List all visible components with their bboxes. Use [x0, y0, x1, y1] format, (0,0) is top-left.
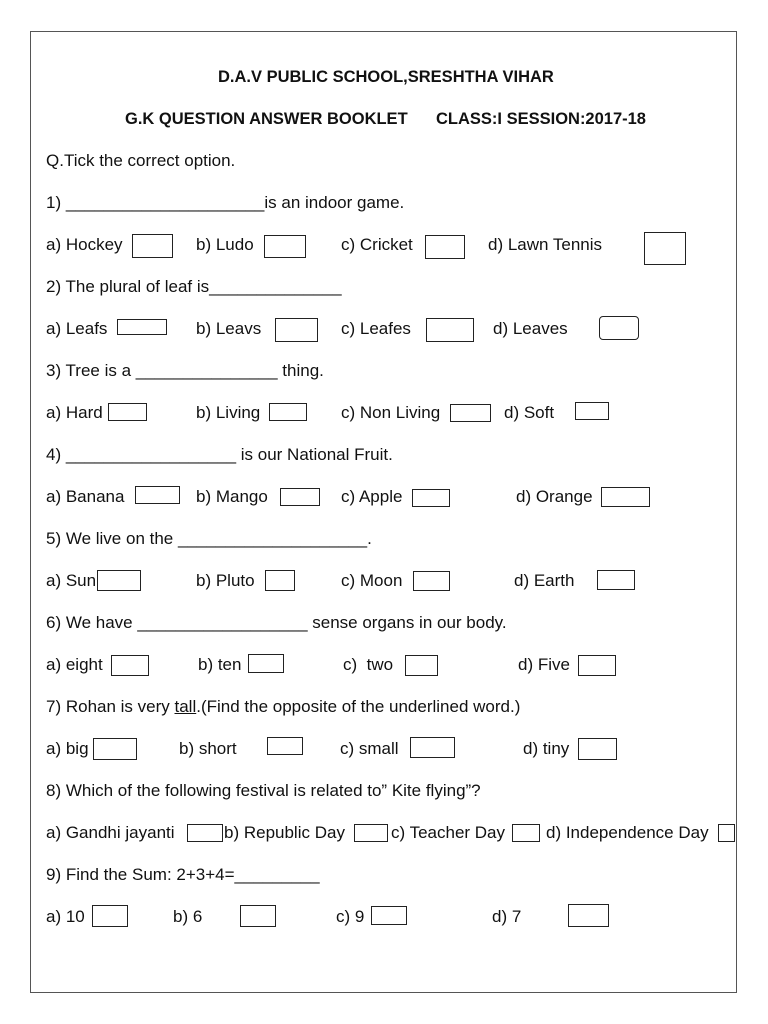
q6-option-a: a) eight	[46, 655, 103, 674]
question-2: 2) The plural of leaf is______________	[46, 277, 342, 296]
question-4: 4) __________________ is our National Fruit.	[46, 445, 393, 464]
q4-option-d: d) Orange	[516, 487, 593, 506]
q2-checkbox-a[interactable]	[117, 319, 167, 335]
q4-option-b: b) Mango	[196, 487, 268, 506]
q1-option-b: b) Ludo	[196, 235, 254, 254]
q3-checkbox-c[interactable]	[450, 404, 491, 422]
q5-option-b: b) Pluto	[196, 571, 255, 590]
booklet-title: G.K QUESTION ANSWER BOOKLET	[125, 110, 408, 128]
q9-option-d: d) 7	[492, 907, 522, 926]
q8-option-c: c) Teacher Day	[391, 823, 506, 842]
q2-option-a: a) Leafs	[46, 319, 108, 338]
q2-checkbox-b[interactable]	[275, 318, 318, 342]
q3-option-c: c) Non Living	[341, 403, 441, 422]
q5-checkbox-b[interactable]	[265, 570, 295, 591]
q3-option-a: a) Hard	[46, 403, 103, 422]
question-6: 6) We have __________________ sense organs in our body.	[46, 613, 507, 632]
q4-checkbox-a[interactable]	[135, 486, 180, 504]
q9-option-b: b) 6	[173, 907, 203, 926]
q1-option-a: a) Hockey	[46, 235, 123, 254]
q7-option-a: a) big	[46, 739, 89, 758]
q5-checkbox-a[interactable]	[97, 570, 141, 591]
q7-option-c: c) small	[340, 739, 399, 758]
school-name: D.A.V PUBLIC SCHOOL,SRESHTHA VIHAR	[218, 68, 554, 86]
q8-option-d: d) Independence Day	[546, 823, 709, 842]
q4-checkbox-d[interactable]	[601, 487, 650, 507]
q4-option-a: a) Banana	[46, 487, 125, 506]
question-9: 9) Find the Sum: 2+3+4=_________	[46, 865, 320, 884]
q2-option-d: d) Leaves	[493, 319, 568, 338]
q1-checkbox-d[interactable]	[644, 232, 686, 265]
q7-option-b: b) short	[179, 739, 237, 758]
q5-checkbox-d[interactable]	[597, 570, 635, 590]
q8-checkbox-b[interactable]	[354, 824, 388, 842]
q6-checkbox-a[interactable]	[111, 655, 149, 676]
q5-option-a: a) Sun	[46, 571, 97, 590]
class-session: CLASS:I SESSION:2017-18	[436, 110, 646, 128]
q3-checkbox-a[interactable]	[108, 403, 147, 421]
q7-checkbox-a[interactable]	[93, 738, 137, 760]
q7-underlined-word: tall	[174, 697, 197, 716]
q7-checkbox-c[interactable]	[410, 737, 455, 758]
question-7	[46, 697, 520, 717]
q6-option-b: b) ten	[198, 655, 242, 674]
q7-text-after: .(Find the opposite of the underlined word.)	[196, 697, 521, 716]
page-border	[30, 31, 737, 993]
q2-option-b: b) Leavs	[196, 319, 262, 338]
question-3: 3) Tree is a _______________ thing.	[46, 361, 324, 380]
q5-option-c: c) Moon	[341, 571, 403, 590]
q7-text-before: 7) Rohan is very	[46, 697, 175, 716]
q1-option-c: c) Cricket	[341, 235, 413, 254]
q1-option-d: d) Lawn Tennis	[488, 235, 603, 254]
question-5: 5) We live on the ____________________.	[46, 529, 372, 548]
q3-checkbox-b[interactable]	[269, 403, 307, 421]
q7-checkbox-b[interactable]	[267, 737, 303, 755]
q2-checkbox-c[interactable]	[426, 318, 474, 342]
q5-option-d: d) Earth	[514, 571, 575, 590]
q6-option-c: c) two	[343, 655, 394, 674]
q3-checkbox-d[interactable]	[575, 402, 609, 420]
q2-option-c: c) Leafes	[341, 319, 411, 338]
q9-checkbox-d[interactable]	[568, 904, 609, 927]
q9-checkbox-c[interactable]	[371, 906, 407, 925]
q1-checkbox-a[interactable]	[132, 234, 173, 258]
q9-checkbox-b[interactable]	[240, 905, 276, 927]
q9-option-a: a) 10	[46, 907, 85, 926]
q8-checkbox-c[interactable]	[512, 824, 540, 842]
q6-checkbox-d[interactable]	[578, 655, 616, 676]
q6-option-d: d) Five	[518, 655, 570, 674]
q1-checkbox-b[interactable]	[264, 235, 306, 258]
q9-option-c: c) 9	[336, 907, 365, 926]
q8-checkbox-d[interactable]	[718, 824, 735, 842]
q8-checkbox-a[interactable]	[187, 824, 223, 842]
q6-checkbox-c[interactable]	[405, 655, 438, 676]
q4-option-c: c) Apple	[341, 487, 403, 506]
q2-checkbox-d[interactable]	[599, 316, 639, 340]
q9-checkbox-a[interactable]	[92, 905, 128, 927]
q4-checkbox-b[interactable]	[280, 488, 320, 506]
q7-checkbox-d[interactable]	[578, 738, 617, 760]
q4-checkbox-c[interactable]	[412, 489, 450, 507]
q7-option-d: d) tiny	[523, 739, 570, 758]
q6-checkbox-b[interactable]	[248, 654, 284, 673]
instruction: Q.Tick the correct option.	[46, 151, 236, 170]
q8-option-a: a) Gandhi jayanti	[46, 823, 175, 842]
question-1: 1) _____________________is an indoor game.	[46, 193, 405, 212]
q8-option-b: b) Republic Day	[224, 823, 345, 842]
question-8: 8) Which of the following festival is related to” Kite flying”?	[46, 781, 481, 800]
q3-option-b: b) Living	[196, 403, 261, 422]
q5-checkbox-c[interactable]	[413, 571, 450, 591]
q1-checkbox-c[interactable]	[425, 235, 465, 259]
q3-option-d: d) Soft	[504, 403, 555, 422]
